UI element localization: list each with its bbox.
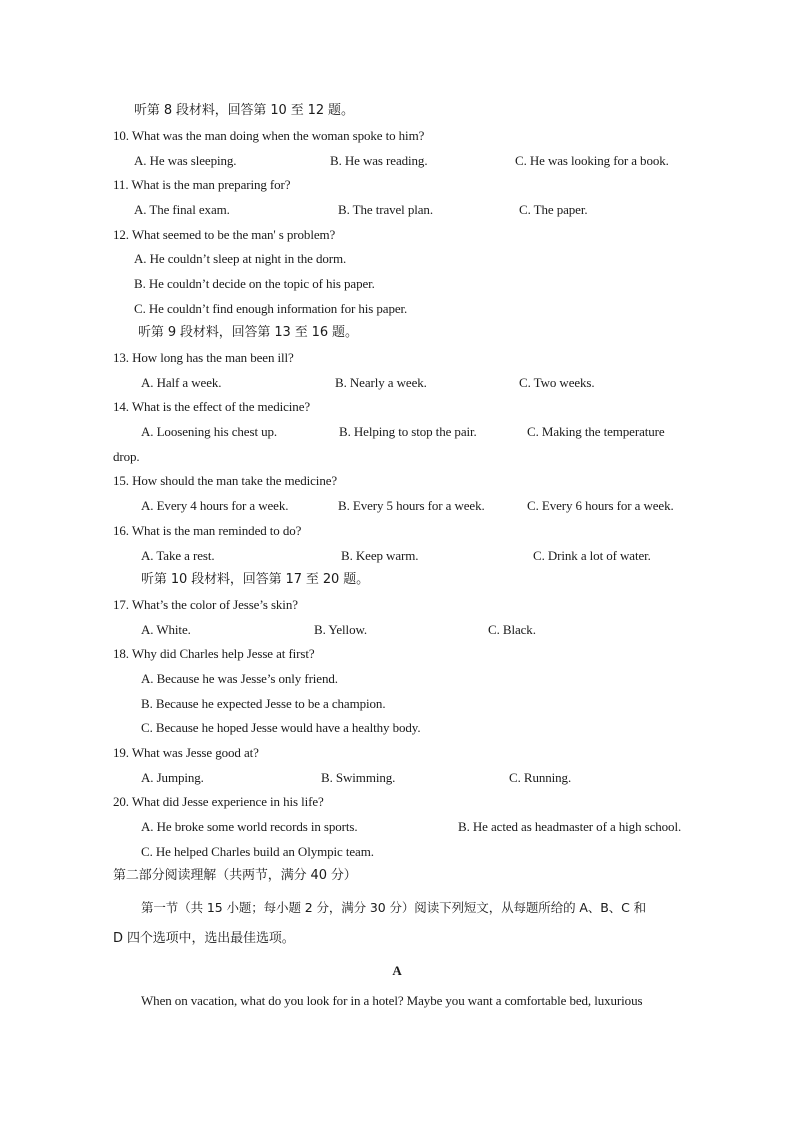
q13-option-c: C. Two weeks.	[519, 375, 595, 390]
q19-option-b: B. Swimming.	[321, 770, 396, 785]
q10-option-c: C. He was looking for a book.	[515, 153, 669, 168]
question-19: 19. What was Jesse good at?	[113, 745, 259, 760]
question-15: 15. How should the man take the medicine?	[113, 473, 338, 488]
section-8-heading: 听第 8 段材料，回答第 10 至 12 题。	[134, 103, 354, 118]
q12-option-c: C. He couldn’t find enough information for his paper.	[134, 301, 408, 316]
q15-option-c: C. Every 6 hours for a week.	[527, 498, 674, 513]
q18-option-b: B. Because he expected Jesse to be a champion.	[141, 696, 386, 711]
question-10: 10. What was the man doing when the woman spoke to him?	[113, 128, 425, 143]
q15-option-a: A. Every 4 hours for a week.	[141, 498, 289, 513]
q11-option-a: A. The final exam.	[134, 202, 230, 217]
part-2-title: 第二部分阅读理解（共两节，满分 40 分）	[113, 868, 357, 883]
q18-option-a: A. Because he was Jesse’s only friend.	[141, 671, 338, 686]
question-12: 12. What seemed to be the man' s problem?	[113, 227, 336, 242]
q10-option-b: B. He was reading.	[330, 153, 428, 168]
q16-option-c: C. Drink a lot of water.	[533, 548, 651, 563]
q20-option-c: C. He helped Charles build an Olympic team.	[141, 844, 374, 859]
q17-option-b: B. Yellow.	[314, 622, 368, 637]
section-9-heading: 听第 9 段材料，回答第 13 至 16 题。	[138, 325, 358, 340]
q18-option-c: C. Because he hoped Jesse would have a healthy body.	[141, 720, 421, 735]
q12-option-b: B. He couldn’t decide on the topic of his paper.	[134, 276, 375, 291]
q16-option-b: B. Keep warm.	[341, 548, 419, 563]
q19-option-c: C. Running.	[509, 770, 572, 785]
q19-option-a: A. Jumping.	[141, 770, 204, 785]
part-2-instructions-line-1: 第一节（共 15 小题；每小题 2 分，满分 30 分）阅读下列短文，从每题所给的 A、B、C 和	[141, 900, 647, 915]
q10-option-a: A. He was sleeping.	[134, 153, 237, 168]
q17-option-a: A. White.	[141, 622, 191, 637]
question-18: 18. Why did Charles help Jesse at first?	[113, 646, 315, 661]
question-14: 14. What is the effect of the medicine?	[113, 399, 311, 414]
question-13: 13. How long has the man been ill?	[113, 350, 294, 365]
question-17: 17. What’s the color of Jesse’s skin?	[113, 597, 298, 612]
q17-option-c: C. Black.	[488, 622, 536, 637]
part-2-instructions-line-2: D 四个选项中，选出最佳选项。	[113, 931, 295, 946]
q13-option-a: A. Half a week.	[141, 375, 222, 390]
passage-label: A	[392, 963, 402, 978]
q14-option-c-continued: drop.	[113, 449, 140, 464]
question-11: 11. What is the man preparing for?	[113, 177, 291, 192]
question-16: 16. What is the man reminded to do?	[113, 523, 302, 538]
q14-option-a: A. Loosening his chest up.	[141, 424, 278, 439]
q20-option-b: B. He acted as headmaster of a high school.	[458, 819, 682, 834]
question-20: 20. What did Jesse experience in his life?	[113, 794, 324, 809]
q11-option-c: C. The paper.	[519, 202, 588, 217]
passage-a-line-1: When on vacation, what do you look for in a hotel? Maybe you want a comfortable bed, luxurious	[141, 993, 643, 1008]
q15-option-b: B. Every 5 hours for a week.	[338, 498, 485, 513]
q12-option-a: A. He couldn’t sleep at night in the dorm.	[134, 251, 347, 266]
q13-option-b: B. Nearly a week.	[335, 375, 427, 390]
q14-option-b: B. Helping to stop the pair.	[339, 424, 477, 439]
q16-option-a: A. Take a rest.	[141, 548, 215, 563]
q11-option-b: B. The travel plan.	[338, 202, 433, 217]
q20-option-a: A. He broke some world records in sports.	[141, 819, 358, 834]
q14-option-c: C. Making the temperature	[527, 424, 665, 439]
section-10-heading: 听第 10 段材料，回答第 17 至 20 题。	[141, 572, 370, 587]
